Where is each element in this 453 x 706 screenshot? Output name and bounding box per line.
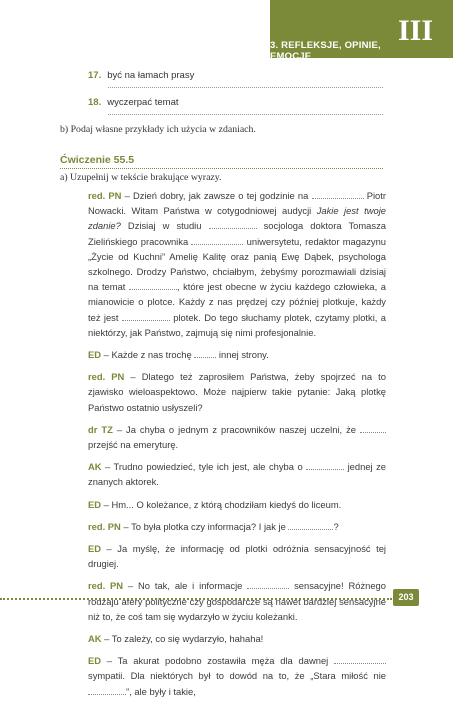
page-number: 203 [393,589,419,606]
dialogue-paragraph: red. PN – Dzień dobry, jak zawsze o tej godzinie na Piotr Nowacki. Witam Państwa w cotygodniowej audycji Jakie jest twoje zdanie? Dzisiaj w studiu socjologa doktora Tomasza Zielińskiego pracownika uniwersytetu, redaktor magazynu „Życie od Kuchni” Amelię Kalitę oraz panią Ewę Dąbek, psychologa szkolnego. Drodzy Państwo, chciałbym, żebyśmy porozmawiali dzisiaj na temat , które jest obecne w życiu każdego człowieka, a mianowicie o plotce. Każdy z nas prędzej czy później plotkuje, każdy też jest plotek. Do tego słuchamy plotek, czytamy plotki, a niektórzy, jak Państwo, zajmują się nimi profesjonalnie. [88,190,386,338]
dialogue-paragraph: ED – Każde z nas trochę innej strony. [88,349,269,361]
speaker: ED [88,655,102,667]
section-title: 3. REFLEKSJE, OPINIE, EMOCJE [270,40,381,62]
task-b: b) Podaj własne przykłady ich użycia w zdaniach. [60,124,256,135]
dialogue-paragraph: red. PN – Dlatego też zaprosiłem Państwa, żeby spojrzeć na to zjawisko wieloaspektowo. Może najpierw takie pytanie: Jaką plotkę Państwo ostatnio usłyszeli? [88,371,386,413]
gap-blank[interactable] [312,190,364,199]
gap-blank[interactable] [191,236,243,245]
dialogue-paragraph: dr TZ – Ja chyba o jednym z pracowników naszej uczelni, że przejść na emeryturę. [88,422,386,452]
dialogue-paragraph: AK – Trudno powiedzieć, tyle ich jest, ale chyba o jednej ze znanych aktorek. [88,461,386,488]
exercise-title: Ćwiczenie 55.5 [60,154,135,166]
item-text: wyczerpać temat [107,97,179,108]
dialogue-paragraph: ED – Ja myślę, że informację od plotki odróżnia sensacyjność tej drugiej. [88,543,386,570]
gap-blank[interactable] [306,461,344,470]
item-text: być na łamach prasy [107,70,195,81]
gap-blank[interactable] [129,281,177,290]
gap-blank[interactable] [209,220,257,229]
dialogue-paragraph: red. PN – No tak, ale i informacje sensacyjne! Różnego rodzaju afery polityczne czy gospodarcze są nawet bardziej sensacyjne niż to, że coś tam się wydarzyło w życiu koleżanki. [88,580,386,622]
gap-blank[interactable] [122,312,170,321]
speaker: AK [88,633,102,645]
item-number: 18. [88,97,102,108]
speaker: red. PN [88,190,122,201]
answer-line[interactable] [108,87,383,88]
footer-dotted-line [0,598,392,600]
gap-blank[interactable] [334,655,386,664]
exercise-instruction: a) Uzupełnij w tekście brakujące wyrazy. [60,172,222,183]
speaker: dr TZ [88,423,113,435]
chapter-number: III [397,14,433,47]
dialogue-paragraph: ED – Ta akurat podobno zostawiła męża dla dawnej sympatii. Dla niektórych był to dowód na to, że „Stara miłość nie ”, ale były i takie, [88,655,386,697]
exercise-divider [60,168,383,169]
header-bar [270,0,453,62]
dialogue-text [88,188,386,706]
gap-blank[interactable] [194,349,216,358]
gap-blank[interactable] [360,424,386,433]
list-item [88,70,194,81]
dialogue-paragraph: red. PN – To była plotka czy informacja? I jak je ? [88,520,339,532]
list-item [88,97,179,108]
speaker: ED [88,543,102,555]
item-number: 17. [88,70,102,81]
gap-blank[interactable] [288,521,333,530]
dialogue-paragraph: ED – Hm... O koleżance, z którą chodziłam kiedyś do liceum. [88,498,342,510]
speaker: red. PN [88,371,125,383]
gap-blank[interactable] [247,580,289,589]
speaker: red. PN [88,520,121,532]
speaker: ED [88,498,102,510]
speaker: AK [88,461,102,473]
speaker: ED [88,349,102,361]
answer-line[interactable] [108,114,383,115]
speaker: red. PN [88,580,124,592]
gap-blank[interactable] [88,686,126,695]
dialogue-paragraph: AK – To zależy, co się wydarzyło, hahaha! [88,633,264,645]
